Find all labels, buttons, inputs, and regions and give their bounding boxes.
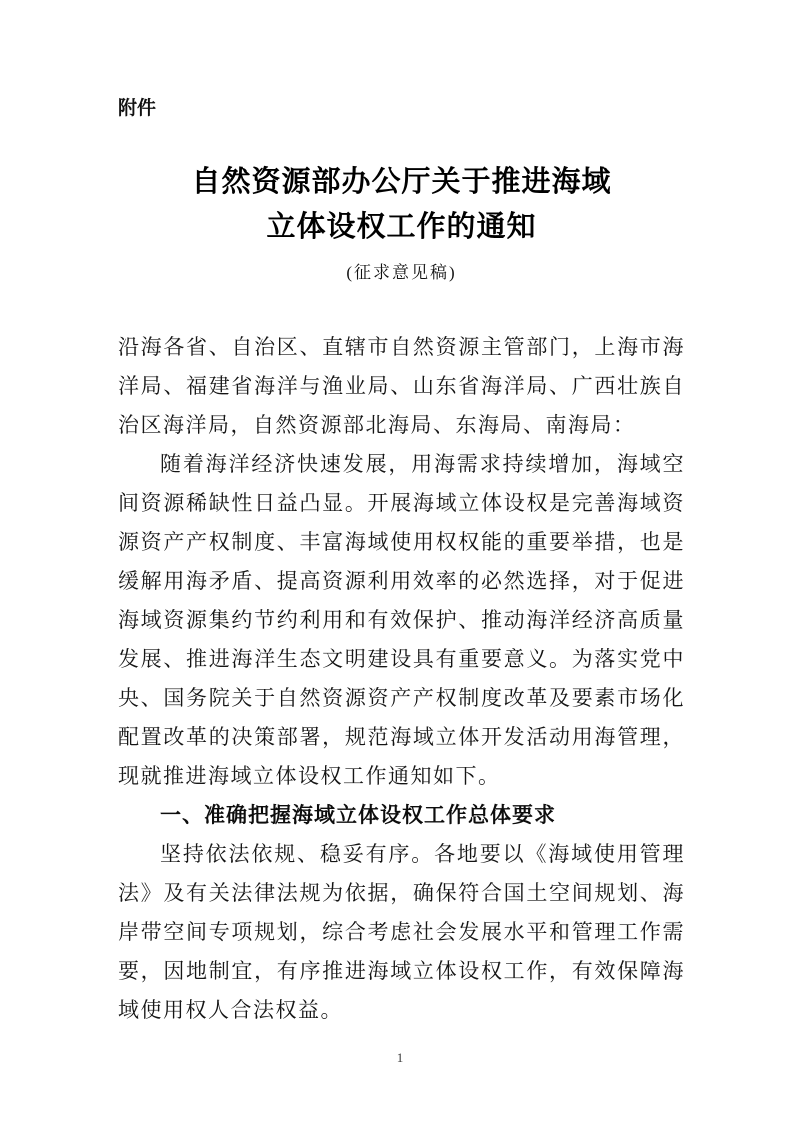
attachment-label: 附件 [118, 98, 157, 119]
document-subtitle: (征求意见稿) [346, 263, 457, 282]
section-1-paragraph: 坚持依法依规、稳妥有序。各地要以《海域使用管理法》及有关法律法规为依据，确保符合国土空间规划、海岸带空间专项规划，综合考虑社会发展水平和管理工作需要，因地制宜，有序推进海域立体设权工作，有效保障海域使用权人合法权益。 [118, 842, 685, 1022]
page-number: 1 [396, 1050, 404, 1065]
intro-paragraph: 随着海洋经济快速发展，用海需求持续增加，海域空间资源稀缺性日益凸显。开展海域立体设权是完善海域资源资产产权制度、丰富海域使用权权能的重要举措，也是缓解用海矛盾、提高资源利用效率的必然选择，对于促进海域资源集约节约利用和有效保护、推动海洋经济高质量发展、推进海洋生态文明建设具有重要意义。为落实党中央、国务院关于自然资源资产产权制度改革及要素市场化配置改革的决策部署，规范海域立体开发活动用海管理，现就推进海域立体设权工作通知如下。 [118, 452, 685, 788]
document-title [118, 160, 685, 250]
document-title-line1: 自然资源部办公厅关于推进海域 [191, 166, 612, 198]
section-1-heading: 一、准确把握海域立体设权工作总体要求 [160, 804, 556, 827]
document-title-line2: 立体设权工作的通知 [266, 211, 537, 243]
salutation-paragraph: 沿海各省、自治区、直辖市自然资源主管部门，上海市海洋局、福建省海洋与渔业局、山东省海洋局、广西壮族自治区海洋局，自然资源部北海局、东海局、南海局： [118, 335, 685, 437]
document-body [118, 328, 685, 1030]
